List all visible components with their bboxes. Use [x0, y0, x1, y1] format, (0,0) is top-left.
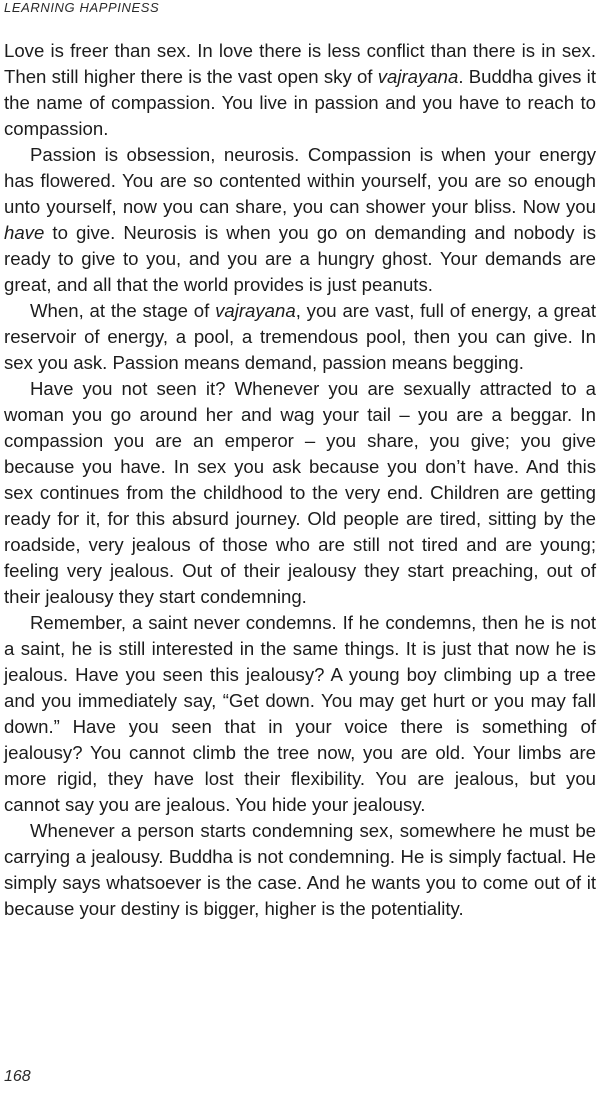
text-run: Have you not seen it? Whenever you are sexually attracted to a woman you go around her and wag your tail – you are a beggar. In compassion you are an emperor – you share, you give; you give because you have. In sex you ask because you don’t have. And this sex continues from the childhood to the very end. Children are getting ready for it, for this absurd journey. Old people are tired, sitting by the roadside, very jealous of those who are still not tired and are young; feeling very jealous. Out of their jealousy they start preaching, out of their jealousy they start condemning. [4, 378, 596, 607]
text-run: . Buddha gives it the name of compassion. You live in passion and you have to reach to compassion. [4, 66, 596, 139]
paragraph-6 [4, 818, 596, 922]
text-run: Passion is obsession, neurosis. Compassion is when your energy has flowered. You are so contented within yourself, you are so enough unto yourself, now you can share, you can shower your bliss. Now you [4, 144, 596, 217]
text-run: When, at the stage of [30, 300, 216, 321]
term-vajrayana: vajrayana [215, 300, 296, 321]
text-run: , you are vast, full of energy, a great reservoir of energy, a pool, a tremendous pool, then you can give. In sex you ask. Passion means demand, passion means begging. [4, 300, 596, 373]
term-vajrayana: vajrayana [377, 66, 459, 87]
page-number: 168 [4, 1068, 31, 1085]
paragraph-5 [4, 610, 596, 818]
text-run: to give. Neurosis is when you go on demanding and nobody is ready to give to you, and you are a hungry ghost. Your demands are great, and all that the world provides is just peanuts. [4, 222, 596, 295]
running-header: LEARNING HAPPINESS [4, 0, 160, 15]
text-run: Remember, a saint never condemns. If he condemns, then he is not a saint, he is still interested in the same things. It is just that now he is jealous. Have you seen this jealousy? A young boy climbing up a tree and you immediately say, “Get down. You may get hurt or you may fall down.” Have you seen that in your voice there is something of jealousy? You cannot climb the tree now, you are old. Your limbs are more rigid, they have lost their flexibility. You are jealous, but you cannot say you are jealous. You hide your jealousy. [4, 612, 596, 815]
paragraph-3 [4, 298, 596, 376]
text-run: Love is freer than sex. In love there is less conflict than there is in sex. Then still higher there is the vast open sky of [4, 40, 596, 87]
paragraph-2 [4, 142, 596, 298]
paragraph-4 [4, 376, 596, 610]
body-text [4, 38, 596, 922]
text-run: Whenever a person starts condemning sex, somewhere he must be carrying a jealousy. Buddha is not condemning. He is simply factual. He simply says whatsoever is the case. And he wants you to come out of it because your destiny is bigger, higher is the potentiality. [4, 820, 596, 919]
paragraph-1 [4, 38, 596, 142]
emphasis-have: have [4, 222, 45, 243]
